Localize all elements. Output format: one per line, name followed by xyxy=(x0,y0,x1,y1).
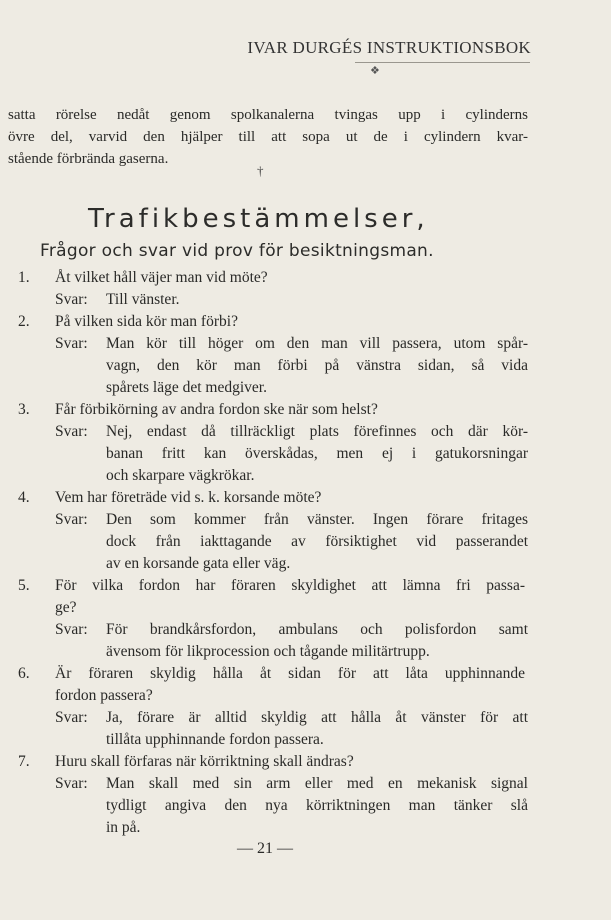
question-text xyxy=(55,663,525,707)
intro-paragraph xyxy=(8,104,528,170)
answer-text xyxy=(106,421,528,487)
question-number: 4. xyxy=(18,489,30,506)
question-line: Huru skall förfaras när körriktning skall ändras? xyxy=(55,753,354,770)
answer-line: spårets läge det medgiver. xyxy=(106,379,267,396)
answer-label: Svar: xyxy=(55,511,88,528)
answer-label: Svar: xyxy=(55,423,88,440)
answer-line: Man skall med sin arm eller med en mekanisk signal xyxy=(106,775,528,792)
answer-line: Den som kommer från vänster. Ingen förare fritages xyxy=(106,511,528,528)
answer-line: Till vänster. xyxy=(106,291,180,308)
answer-line: Ja, förare är alltid skyldig att hålla åt vänster för att xyxy=(106,709,528,726)
question-number: 7. xyxy=(18,753,30,770)
section-title: Trafikbestämmelser, xyxy=(88,204,429,234)
answer-line: tydligt angiva den nya körriktningen man tänker slå xyxy=(106,797,528,814)
answer-line: Nej, endast då tillräckligt plats förefinnes och där kör- xyxy=(106,423,528,440)
question-number: 5. xyxy=(18,577,30,594)
answer-label: Svar: xyxy=(55,775,88,792)
question-line: För vilka fordon har föraren skyldighet att lämna fri passa- xyxy=(55,577,525,594)
question-text xyxy=(55,311,525,333)
page-number: — 21 — xyxy=(237,840,293,857)
question-number: 2. xyxy=(18,313,30,330)
ornament-icon: ❖ xyxy=(370,65,380,77)
section-subtitle: Frågor och svar vid prov för besiktningsman. xyxy=(40,241,434,261)
head-rule xyxy=(355,62,530,63)
answer-line: av en korsande gata eller väg. xyxy=(106,555,291,572)
answer-label: Svar: xyxy=(55,709,88,726)
question-line: Åt vilket håll väjer man vid möte? xyxy=(55,269,268,286)
running-head: IVAR DURGÉS INSTRUKTIONSBOK xyxy=(247,38,531,57)
question-text xyxy=(55,267,525,289)
answer-text xyxy=(106,509,528,575)
question-line: På vilken sida kör man förbi? xyxy=(55,313,238,330)
answer-line: För brandkårsfordon, ambulans och polisfordon samt xyxy=(106,621,528,638)
question-number: 1. xyxy=(18,269,30,286)
answer-line: ävensom för likprocession och tågande militärtrupp. xyxy=(106,643,430,660)
question-number: 6. xyxy=(18,665,30,682)
answer-text xyxy=(106,333,528,399)
question-text xyxy=(55,751,525,773)
question-line: Är föraren skyldig hålla åt sidan för att låta upphinnande xyxy=(55,665,525,682)
answer-line: banan fritt kan överskådas, men ej i gatukorsningar xyxy=(106,445,528,462)
question-text xyxy=(55,575,525,619)
answer-text xyxy=(106,773,528,839)
answer-label: Svar: xyxy=(55,621,88,638)
answer-text xyxy=(106,619,528,663)
question-line: Får förbikörning av andra fordon ske när som helst? xyxy=(55,401,378,418)
question-line: ge? xyxy=(55,599,77,616)
answer-line: och skarpare vägkrökar. xyxy=(106,467,255,484)
answer-line: tillåta upphinnande fordon passera. xyxy=(106,731,324,748)
answer-text xyxy=(106,707,528,751)
answer-line: in på. xyxy=(106,819,141,836)
answer-label: Svar: xyxy=(55,291,88,308)
answer-line: dock från iakttagande av försiktighet vid passerandet xyxy=(106,533,528,550)
question-line: Vem har företräde vid s. k. korsande möte? xyxy=(55,489,322,506)
intro-line: stående förbrända gaserna. xyxy=(8,151,169,167)
intro-line: satta rörelse nedåt genom spolkanalerna tvingas upp i cylinderns xyxy=(8,107,528,123)
question-line: fordon passera? xyxy=(55,687,153,704)
question-text xyxy=(55,399,525,421)
answer-line: Man kör till höger om den man vill passera, utom spår- xyxy=(106,335,528,352)
question-number: 3. xyxy=(18,401,30,418)
question-text xyxy=(55,487,525,509)
intro-line: övre del, varvid den hjälper till att sopa ut de i cylindern kvar- xyxy=(8,129,528,145)
separator-dagger: † xyxy=(257,163,264,178)
answer-label: Svar: xyxy=(55,335,88,352)
answer-line: vagn, den kör man förbi på vänstra sidan, så vida xyxy=(106,357,528,374)
answer-text xyxy=(106,289,528,311)
